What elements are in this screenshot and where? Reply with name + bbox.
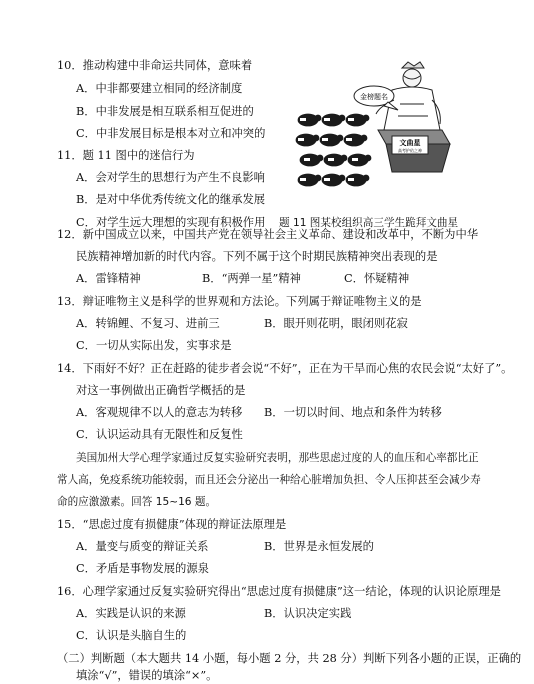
section-judgment-heading: （二）判断题（本大题共 14 小题，每小题 2 分，共 28 分）判断下列各小题的正误，正确的 [57, 652, 522, 665]
q15-option-a: A．量变与质变的辩证关系 [76, 540, 209, 553]
passage-line2: 常人高，免疫系统功能较弱，而且还会分泌出一种给心脏增加负担、令人压抑甚至会减少寿 [57, 474, 481, 486]
q16-option-c: C．认识是头脑自生的 [76, 629, 187, 642]
passage-line3: 命的应激激素。回答 15~16 题。 [57, 496, 217, 508]
sign-jinbang: 金榜题名 [360, 93, 388, 101]
sign-wenquxing-sub: 高考护佑之神 [398, 148, 422, 153]
q12-line2: 民族精神增加新的时代内容。下列不属于这个时期民族精神突出表现的是 [76, 250, 438, 263]
q13-option-b: B．眼开则花明，眼闭则花寂 [264, 317, 408, 330]
q15-option-b: B．世界是永恒发展的 [264, 540, 374, 553]
q15-stem: 15．“思虑过度有损健康”体现的辩证法原理是 [57, 518, 287, 531]
q11-option-b: B．是对中华优秀传统文化的继承发展 [76, 193, 266, 206]
kneeling-students-illustration [292, 60, 454, 195]
q10-stem: 10．推动构建中非命运共同体，意味着 [57, 59, 253, 72]
q14-option-b: B．一切以时间、地点和条件为转移 [264, 406, 442, 419]
q10-option-c: C．中非发展目标是根本对立和冲突的 [76, 127, 266, 140]
q12-option-c: C．怀疑精神 [344, 272, 410, 285]
q14-line1: 14．下雨好不好？正在赶路的徒步者会说“不好”，正在为干旱而心焦的农民会说“太好了”。 [57, 362, 513, 375]
sign-wenquxing: 文曲星 [399, 139, 421, 147]
q12-line1: 12．新中国成立以来，中国共产党在领导社会主义革命、建设和改革中，不断为中华 [57, 228, 479, 241]
q11-option-c: C．对学生远大理想的实现有积极作用 [76, 216, 266, 229]
section-judgment-instructions: 填涂“√”，错误的填涂“×”。 [76, 669, 218, 682]
q12-option-a: A．雷锋精神 [76, 272, 141, 285]
q12-option-b: B．“两弹一星”精神 [202, 272, 301, 285]
q11-option-a: A．会对学生的思想行为产生不良影响 [76, 171, 265, 184]
q16-stem: 16．心理学家通过反复实验研究得出“思虑过度有损健康”这一结论，体现的认识论原理是 [57, 585, 501, 598]
q14-line2: 对这一事例做出正确哲学概括的是 [76, 384, 246, 397]
student-shirt-highlights [298, 118, 358, 181]
q14-option-a: A．客观规律不以人的意志为转移 [76, 406, 243, 419]
q11-stem: 11．题 11 图中的迷信行为 [57, 149, 195, 162]
kneeling-students [296, 114, 371, 186]
q10-option-a: A．中非都要建立相同的经济制度 [76, 82, 243, 95]
speech-bubble [354, 86, 398, 110]
q16-option-b: B．认识决定实践 [264, 607, 352, 620]
q10-option-b: B．中非发展是相互联系相互促进的 [76, 105, 254, 118]
q16-option-a: A．实践是认识的来源 [76, 607, 186, 620]
q13-stem: 13．辩证唯物主义是科学的世界观和方法论。下列属于辩证唯物主义的是 [57, 295, 422, 308]
q13-option-c: C．一切从实际出发，实事求是 [76, 339, 232, 352]
q14-option-c: C．认识运动具有无限性和反复性 [76, 428, 243, 441]
passage-line1: 美国加州大学心理学家通过反复实验研究表明，那些思虑过度的人的血压和心率都比正 [76, 452, 479, 464]
q15-option-c: C．矛盾是事物发展的源泉 [76, 562, 209, 575]
q11-figure-caption: 题 11 图某校组织高三学生跪拜文曲星 [279, 217, 459, 229]
q13-option-a: A．转锦鲤、不复习、进前三 [76, 317, 220, 330]
